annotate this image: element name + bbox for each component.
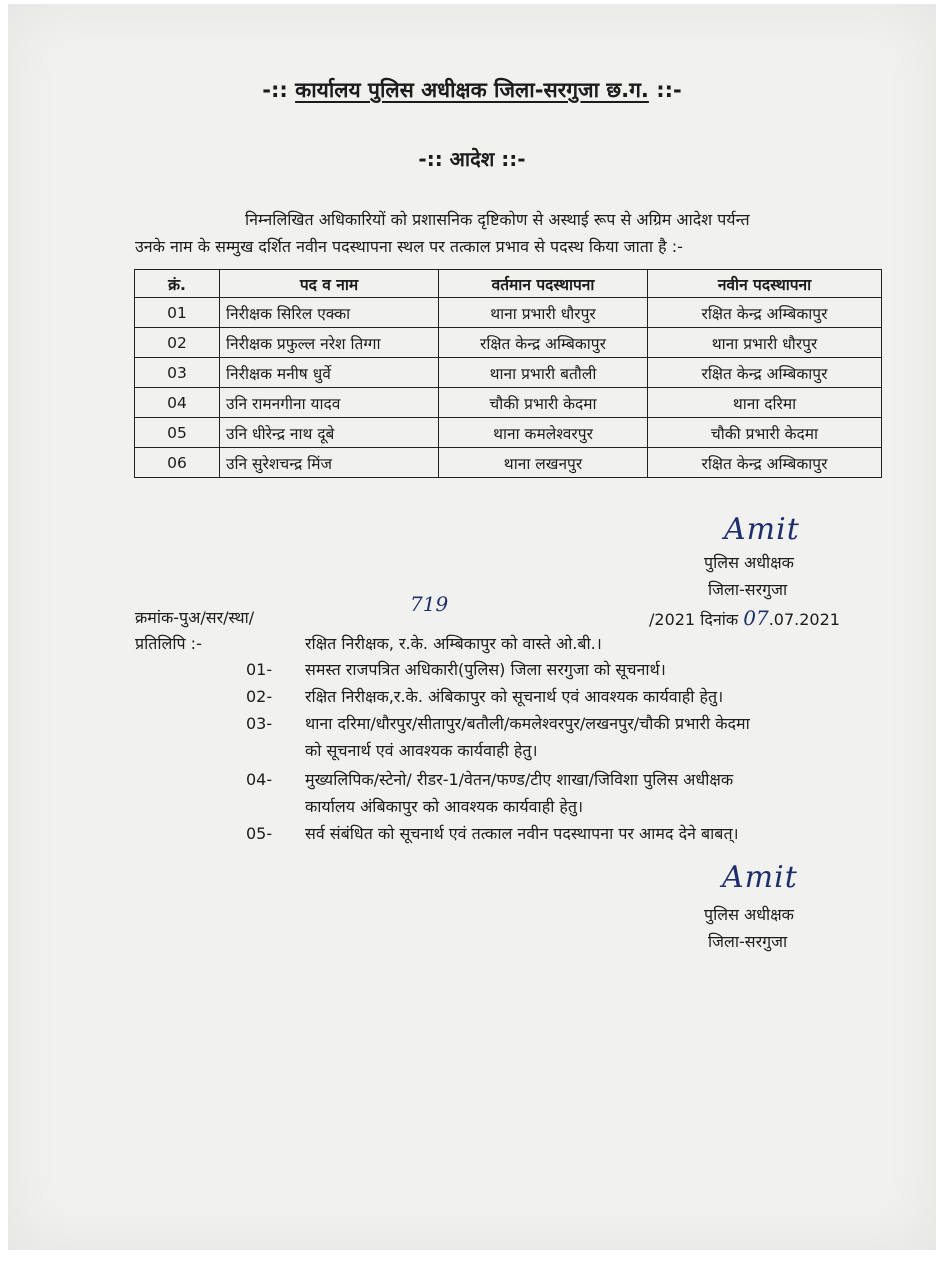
table-row — [135, 298, 882, 328]
cell-current: चौकी प्रभारी केदमा — [439, 388, 648, 418]
cell-serial: 03 — [135, 358, 220, 388]
signature-scrawl-1: Amit — [724, 512, 800, 547]
signature-district-2: जिला-सरगुजा — [708, 932, 788, 951]
intro-line-1: निम्नलिखित अधिकारियों को प्रशासनिक दृष्टिकोण से अस्थाई रूप से अग्रिम आदेश पर्यन्त — [245, 210, 750, 229]
header-current-posting: वर्तमान पदस्थापना — [439, 270, 648, 298]
signature-designation-1: पुलिस अधीक्षक — [704, 553, 794, 572]
cell-name: निरीक्षक मनीष धुर्वे — [220, 358, 439, 388]
cell-serial: 02 — [135, 328, 220, 358]
cell-current: रक्षित केन्द्र अम्बिकापुर — [439, 328, 648, 358]
intro-paragraph — [135, 206, 880, 260]
copies-label: प्रतिलिपि :- — [135, 634, 202, 653]
header-name: पद व नाम — [220, 270, 439, 298]
cell-new: चौकी प्रभारी केदमा — [648, 418, 882, 448]
reference-label: क्रमांक-पुअ/सर/स्था/ — [135, 608, 255, 627]
cell-serial: 06 — [135, 448, 220, 478]
intro-line-2: उनके नाम के सम्मुख दर्शित नवीन पदस्थापना स्थल पर तत्काल प्रभाव से पदस्थ किया जाता है :- — [135, 237, 683, 256]
copies-first: रक्षित निरीक्षक, र.के. अम्बिकापुर को वास्ते ओ.बी.। — [305, 634, 602, 653]
table-row — [135, 358, 882, 388]
table-row — [135, 388, 882, 418]
cell-serial: 05 — [135, 418, 220, 448]
cell-name: निरीक्षक प्रफुल्ल नरेश तिग्गा — [220, 328, 439, 358]
cell-current: थाना कमलेश्वरपुर — [439, 418, 648, 448]
cell-current: थाना लखनपुर — [439, 448, 648, 478]
cell-new: रक्षित केन्द्र अम्बिकापुर — [648, 358, 882, 388]
cell-new: रक्षित केन्द्र अम्बिकापुर — [648, 298, 882, 328]
reference-number: 719 — [410, 592, 449, 616]
table-header-row — [135, 270, 882, 298]
reference-date: /2021 दिनांक 07.07.2021 — [649, 606, 840, 630]
cell-new: थाना दरिमा — [648, 388, 882, 418]
office-title: -:: कार्यालय पुलिस अधीक्षक जिला-सरगुजा छ.ग. ::- — [262, 78, 682, 102]
signature-district-1: जिला-सरगुजा — [708, 580, 788, 599]
cell-serial: 01 — [135, 298, 220, 328]
cell-new: रक्षित केन्द्र अम्बिकापुर — [648, 448, 882, 478]
cell-name: उनि सुरेशचन्द्र मिंज — [220, 448, 439, 478]
reference-day-handwritten: 07 — [743, 606, 769, 630]
table-row — [135, 418, 882, 448]
signature-scrawl-2: Amit — [722, 860, 798, 895]
header-new-posting: नवीन पदस्थापना — [648, 270, 882, 298]
cell-current: थाना प्रभारी बतौली — [439, 358, 648, 388]
signature-designation-2: पुलिस अधीक्षक — [704, 905, 794, 924]
cell-current: थाना प्रभारी धौरपुर — [439, 298, 648, 328]
transfer-table — [134, 269, 882, 478]
header-serial: क्रं. — [135, 270, 220, 298]
cell-serial: 04 — [135, 388, 220, 418]
cell-name: उनि रामनगीना यादव — [220, 388, 439, 418]
table-row — [135, 328, 882, 358]
cell-name: उनि धीरेन्द्र नाथ दूबे — [220, 418, 439, 448]
cell-new: थाना प्रभारी धौरपुर — [648, 328, 882, 358]
order-title: -:: आदेश ::- — [418, 147, 526, 171]
table-row — [135, 448, 882, 478]
cell-name: निरीक्षक सिरिल एक्का — [220, 298, 439, 328]
